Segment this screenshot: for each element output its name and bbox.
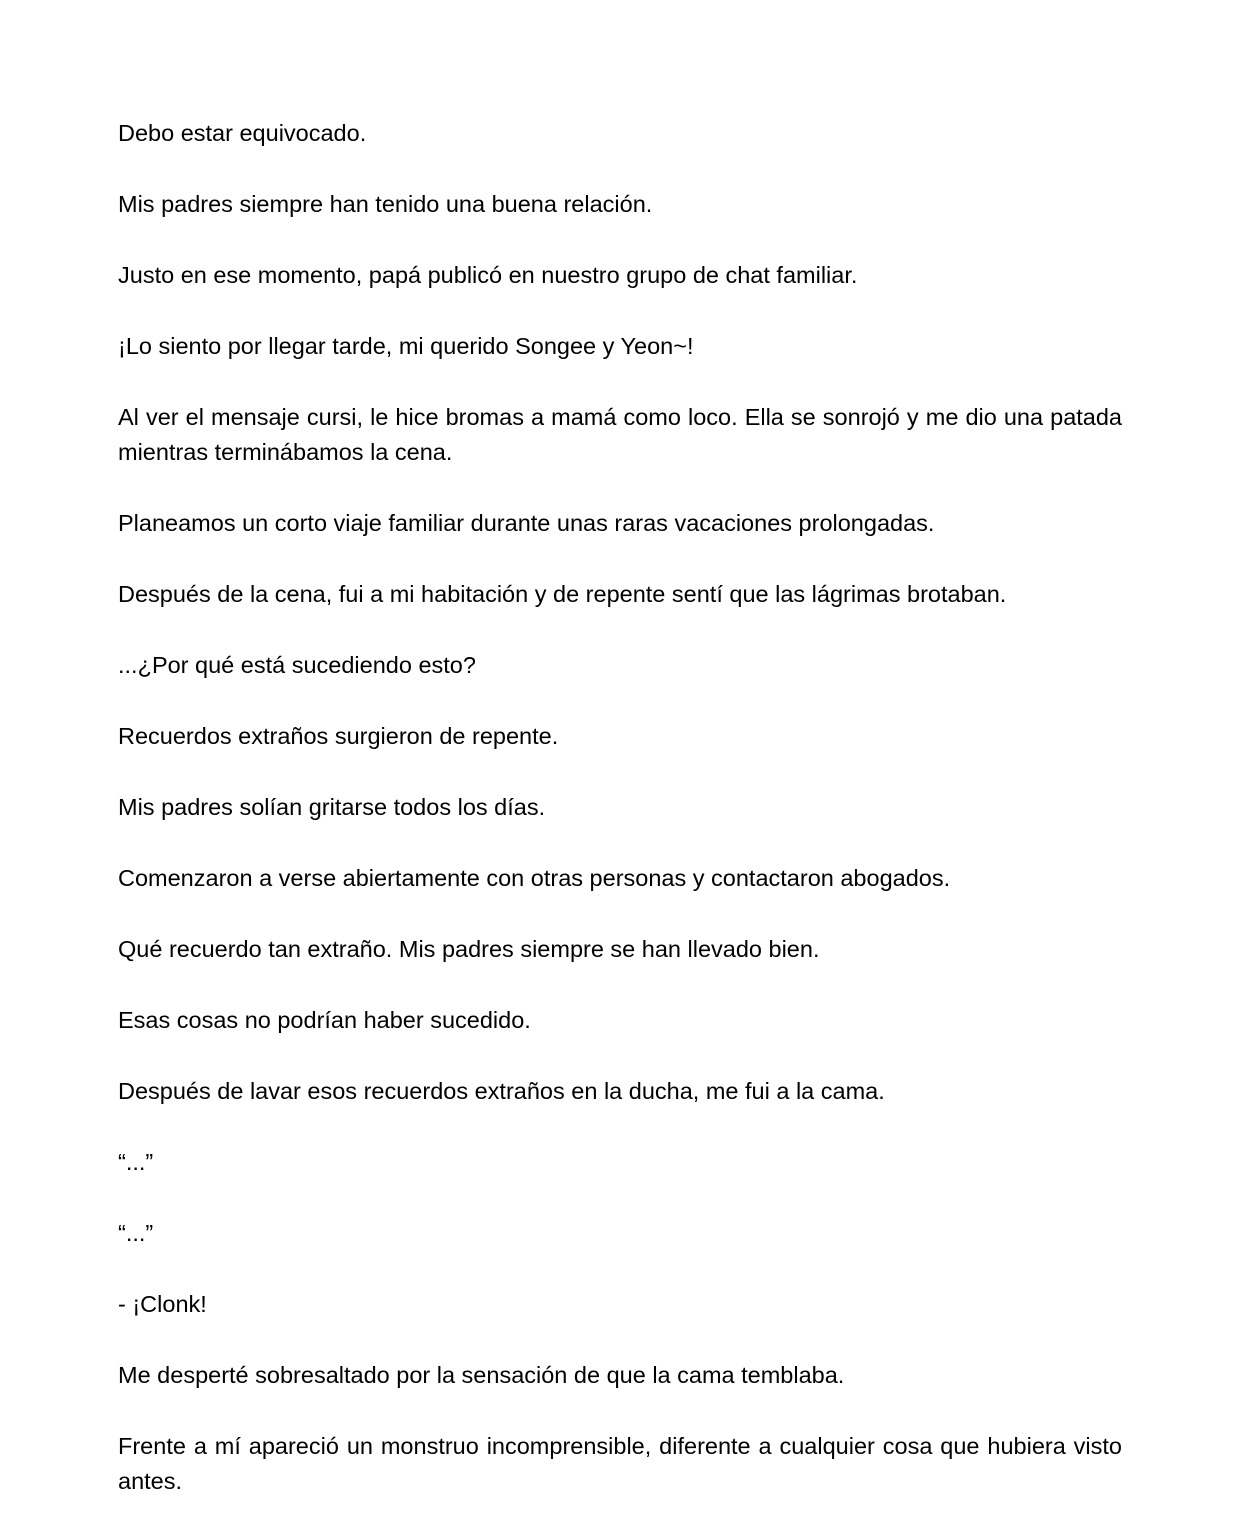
paragraph: Comenzaron a verse abiertamente con otras personas y contactaron abogados.: [118, 865, 951, 891]
paragraph: “...”: [118, 1220, 154, 1246]
paragraph: Debo estar equivocado.: [118, 120, 367, 146]
paragraph: Qué recuerdo tan extraño. Mis padres siempre se han llevado bien.: [118, 936, 820, 962]
paragraph: “...”: [118, 1149, 154, 1175]
paragraph: Mis padres solían gritarse todos los días.: [118, 794, 546, 820]
paragraph: Después de la cena, fui a mi habitación y de repente sentí que las lágrimas brotaban.: [118, 581, 1007, 607]
paragraph: Mis padres siempre han tenido una buena relación.: [118, 191, 653, 217]
paragraph: ¡Lo siento por llegar tarde, mi querido Songee y Yeon~!: [118, 333, 694, 359]
paragraph: Justo en ese momento, papá publicó en nuestro grupo de chat familiar.: [118, 262, 858, 288]
paragraph: Planeamos un corto viaje familiar durante unas raras vacaciones prolongadas.: [118, 510, 935, 536]
paragraph: Esas cosas no podrían haber sucedido.: [118, 1007, 531, 1033]
paragraph: Recuerdos extraños surgieron de repente.: [118, 723, 559, 749]
paragraph: Después de lavar esos recuerdos extraños en la ducha, me fui a la cama.: [118, 1078, 885, 1104]
paragraph: Me desperté sobresaltado por la sensación de que la cama temblaba.: [118, 1362, 845, 1388]
document-body: [118, 116, 1122, 1499]
paragraph: Al ver el mensaje cursi, le hice bromas a mamá como loco. Ella se sonrojó y me dio una patada mientras terminábamos la cena.: [118, 404, 1122, 465]
paragraph: - ¡Clonk!: [118, 1291, 207, 1317]
paragraph: ...¿Por qué está sucediendo esto?: [118, 652, 476, 678]
paragraph: Frente a mí apareció un monstruo incomprensible, diferente a cualquier cosa que hubiera visto antes.: [118, 1433, 1122, 1494]
